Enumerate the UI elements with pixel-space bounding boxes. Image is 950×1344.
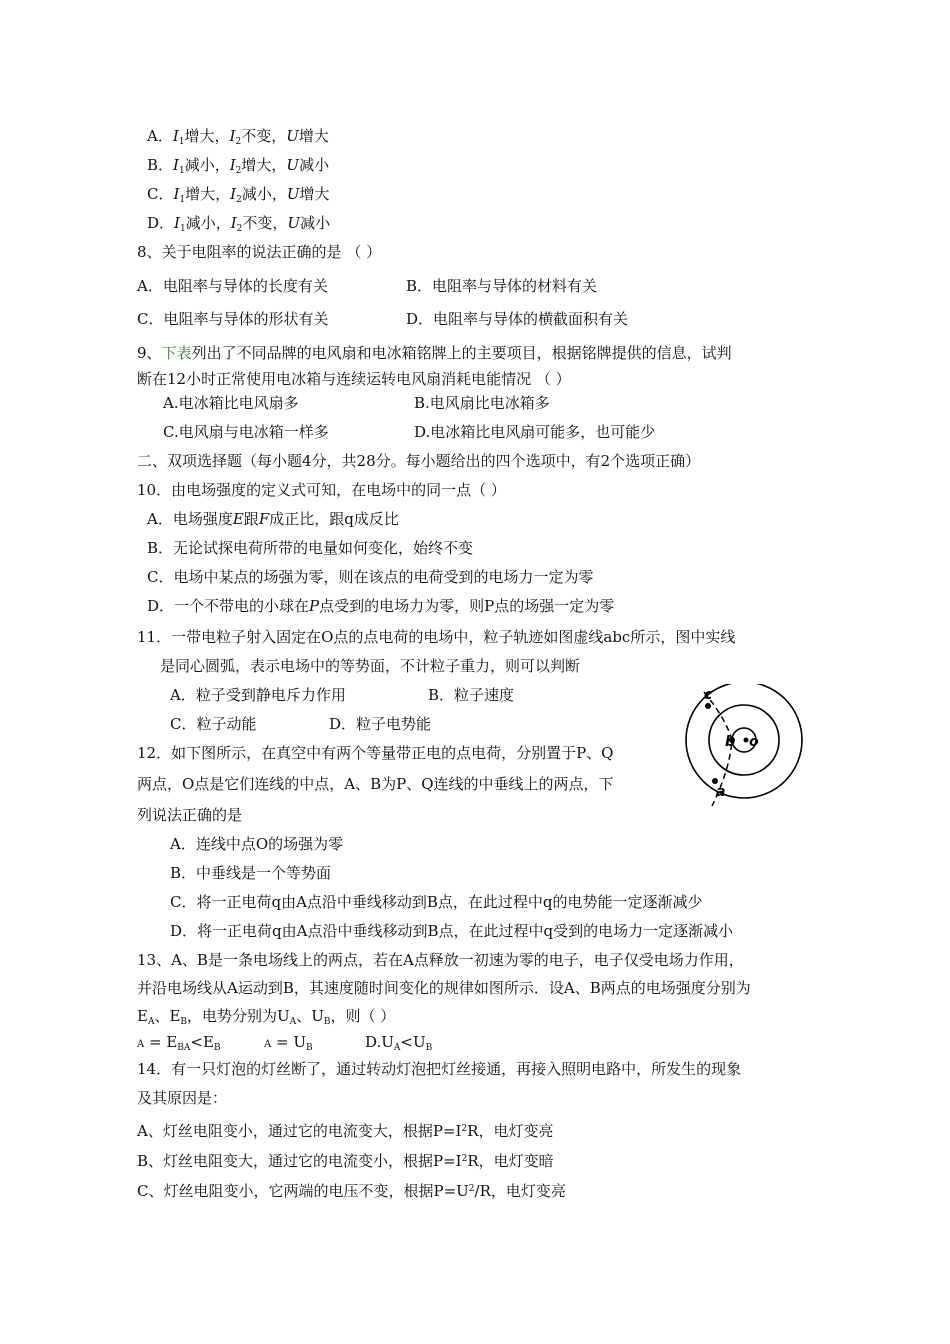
option-text: A．电场强度 [147, 510, 233, 528]
text: R，电灯变亮 [467, 1122, 554, 1140]
subscript: 2 [235, 137, 242, 147]
q11-stem-line2: 是同心圆弧，表示电场中的等势面，不计粒子重力，则可以判断 [160, 657, 581, 675]
var-i: I [230, 185, 237, 203]
var-p: P [309, 597, 320, 615]
option-text: 点受到的电场力为零，则P点的场强一定为零 [319, 597, 615, 615]
var-i: I [173, 156, 179, 174]
text: 、E [154, 1007, 181, 1025]
q8-option-c: C．电阻率与导体的形状有关 [137, 310, 329, 328]
option-letter: A． [147, 127, 173, 145]
var-e: E [232, 510, 244, 528]
q7-option-a [147, 126, 329, 152]
superscript: 2 [461, 1154, 468, 1164]
superscript: 2 [468, 1184, 475, 1194]
text: R，电灯变暗 [467, 1152, 554, 1170]
q13-options [137, 1032, 221, 1058]
q12-option-c: C．将一正电荷q由A点沿中垂线移动到B点，在此过程中q的电势能一定逐渐减少 [170, 893, 703, 911]
option-text: 增大 [298, 127, 329, 145]
q8-option-d: D．电阻率与导体的横截面积有关 [406, 310, 629, 328]
subscript: BA [177, 1043, 191, 1053]
subscript: A [137, 1039, 145, 1050]
superscript: 2 [461, 1124, 468, 1134]
q7-option-c [147, 184, 330, 210]
q9-option-a: A.电冰箱比电风扇多 [163, 394, 299, 412]
subscript: B [180, 1017, 188, 1027]
subscript: 2 [236, 195, 242, 205]
var-f: F [258, 510, 270, 528]
var-i: I [173, 185, 180, 203]
q10-option-d [147, 596, 614, 616]
text: <U [400, 1033, 426, 1051]
q9-option-d: D.电冰箱比电风扇可能多，也可能少 [414, 423, 656, 441]
q7-option-b [147, 155, 329, 181]
option-text: 减小， [185, 214, 231, 232]
option-letter: D． [147, 214, 175, 232]
q13-stem-line2: 并沿电场线从A运动到B，其速度随时间变化的规律如图所示．设A、B两点的电场强度分别为 [137, 979, 751, 997]
option-text: 不变， [242, 214, 288, 232]
subscript: B [323, 1017, 331, 1027]
subscript: 1 [178, 166, 185, 176]
option-text: D．一个不带电的小球在 [147, 597, 310, 615]
var-u: U [286, 156, 300, 174]
text: C、灯丝电阻变小，它两端的电压不变，根据P=U [137, 1182, 469, 1200]
q9-option-b: B.电风扇比电冰箱多 [414, 394, 550, 412]
highlighted-text: 下表 [161, 344, 192, 362]
var-i: I [230, 214, 237, 232]
q11-option-a: A．粒子受到静电斥力作用 [170, 686, 346, 704]
subscript: A [289, 1017, 297, 1027]
subscript: B [425, 1043, 433, 1053]
q9-stem-line2: 断在12小时正常使用电冰箱与连续运转电风扇消耗电能情况 （ ） [137, 370, 571, 388]
q11-option-b: B．粒子速度 [428, 686, 515, 704]
q10-option-c: C．电场中某点的场强为零，则在该点的电荷受到的电场力一定为零 [147, 568, 594, 586]
point-o [744, 738, 749, 743]
text: ，则（ ） [330, 1007, 396, 1025]
point-c [705, 703, 711, 709]
option-letter: B． [147, 156, 174, 174]
q10-option-b: B．无论试探电荷所带的电量如何变化，始终不变 [147, 539, 474, 557]
text: <E [190, 1033, 214, 1051]
text: /R，电灯变亮 [474, 1182, 566, 1200]
q12-stem-line3: 列说法正确的是 [137, 806, 243, 824]
subscript: 1 [178, 137, 185, 147]
q14-stem-line1: 14．有一只灯泡的灯丝断了，通过转动灯泡把灯丝接通，再接入照明电路中，所发生的现象 [137, 1060, 742, 1078]
q14-stem-line2: 及其原因是： [137, 1089, 228, 1107]
q11-option-c: C．粒子动能 [170, 715, 257, 733]
var-i: I [174, 214, 180, 232]
var-i: I [229, 156, 236, 174]
q12-stem-line1: 12．如下图所示，在真空中有两个等量带正电的点电荷，分别置于P、Q [137, 744, 614, 762]
option-text: 增大， [184, 127, 230, 145]
q8-option-b: B．电阻率与导体的材料有关 [406, 277, 598, 295]
var-u: U [286, 127, 299, 145]
text: D.U [365, 1033, 394, 1051]
equipotential-figure [682, 684, 804, 810]
subscript: A [264, 1039, 272, 1050]
option-letter: C． [147, 185, 174, 203]
q14-option-a [137, 1119, 553, 1141]
q10-option-a [147, 509, 399, 529]
subscript: A [393, 1043, 401, 1053]
option-text: 减小， [184, 156, 230, 174]
option-text: 增大， [185, 185, 231, 203]
option-text: 增大 [299, 185, 330, 203]
q12-stem-line2: 两点，O点是它们连线的中点，A、B为P、Q连线的中垂线上的两点，下 [137, 775, 614, 793]
q14-option-c [137, 1179, 566, 1201]
text: 、U [296, 1007, 324, 1025]
question-number: 9、 [137, 344, 162, 362]
subscript: A [147, 1017, 155, 1027]
label-b: b [725, 734, 736, 750]
q12-option-d: D．将一正电荷q由A点沿中垂线移动到B点，在此过程中q受到的电场力一定逐渐减小 [170, 922, 734, 940]
q10-stem: 10．由电场强度的定义式可知，在电场中的同一点（ ） [137, 481, 506, 499]
q13-option-3 [365, 1032, 432, 1058]
text: ，电势分别为U [187, 1007, 290, 1025]
q9-option-c: C.电风扇与电冰箱一样多 [163, 423, 329, 441]
text: E [137, 1007, 148, 1025]
q7-option-d [147, 213, 330, 239]
q13-option-1 [137, 1033, 221, 1051]
var-i: I [172, 127, 179, 145]
option-text: 成正比，跟q成反比 [269, 510, 399, 528]
label-a: a [716, 784, 726, 800]
q11-option-d: D．粒子电势能 [329, 715, 432, 733]
var-u: U [286, 185, 300, 203]
section-heading: 二、双项选择题（每小题4分，共28分。每小题给出的四个选项中，有2个选项正确） [137, 452, 701, 470]
subscript: B [213, 1043, 221, 1053]
q8-stem: 8、关于电阻率的说法正确的是 （ ） [137, 243, 382, 261]
option-text: 减小， [241, 185, 287, 203]
option-text: 减小 [300, 214, 331, 232]
q11-stem-line1: 11．一带电粒子射入固定在O点的点电荷的电场中，粒子轨迹如图虚线abc所示，图中实线 [137, 628, 736, 646]
subscript: 2 [235, 166, 242, 176]
label-o: o [749, 734, 759, 750]
q13-stem-line1: 13、A、B是一条电场线上的两点，若在A点释放一初速为零的电子，电子仅受电场力作用， [137, 951, 744, 969]
q14-option-b [137, 1149, 554, 1171]
subscript: 2 [236, 224, 243, 234]
q12-option-b: B．中垂线是一个等势面 [170, 864, 332, 882]
option-text: 不变， [241, 127, 287, 145]
q9-stem-line1 [137, 343, 732, 363]
text: A、灯丝电阻变小，通过它的电流变大，根据P=I [137, 1122, 462, 1140]
label-c: c [704, 687, 713, 703]
var-u: U [287, 214, 301, 232]
subscript: B [305, 1043, 313, 1053]
text: = U [271, 1033, 306, 1051]
text: B、灯丝电阻变大，通过它的电流变小，根据P=I [137, 1152, 462, 1170]
option-text: 跟 [243, 510, 259, 528]
subscript: 1 [179, 195, 186, 205]
stem-text: 列出了不同品牌的电风扇和电冰箱铭牌上的主要项目，根据铭牌提供的信息，试判 [191, 344, 732, 362]
q13-option-2 [264, 1032, 313, 1058]
option-text: 增大， [241, 156, 287, 174]
q8-option-a: A．电阻率与导体的长度有关 [137, 277, 328, 295]
q13-stem-line3 [137, 1006, 395, 1032]
q12-option-a: A．连线中点O的场强为零 [170, 835, 344, 853]
subscript: 1 [179, 224, 186, 234]
option-text: 减小 [299, 156, 330, 174]
var-i: I [229, 127, 236, 145]
text: = E [144, 1033, 178, 1051]
